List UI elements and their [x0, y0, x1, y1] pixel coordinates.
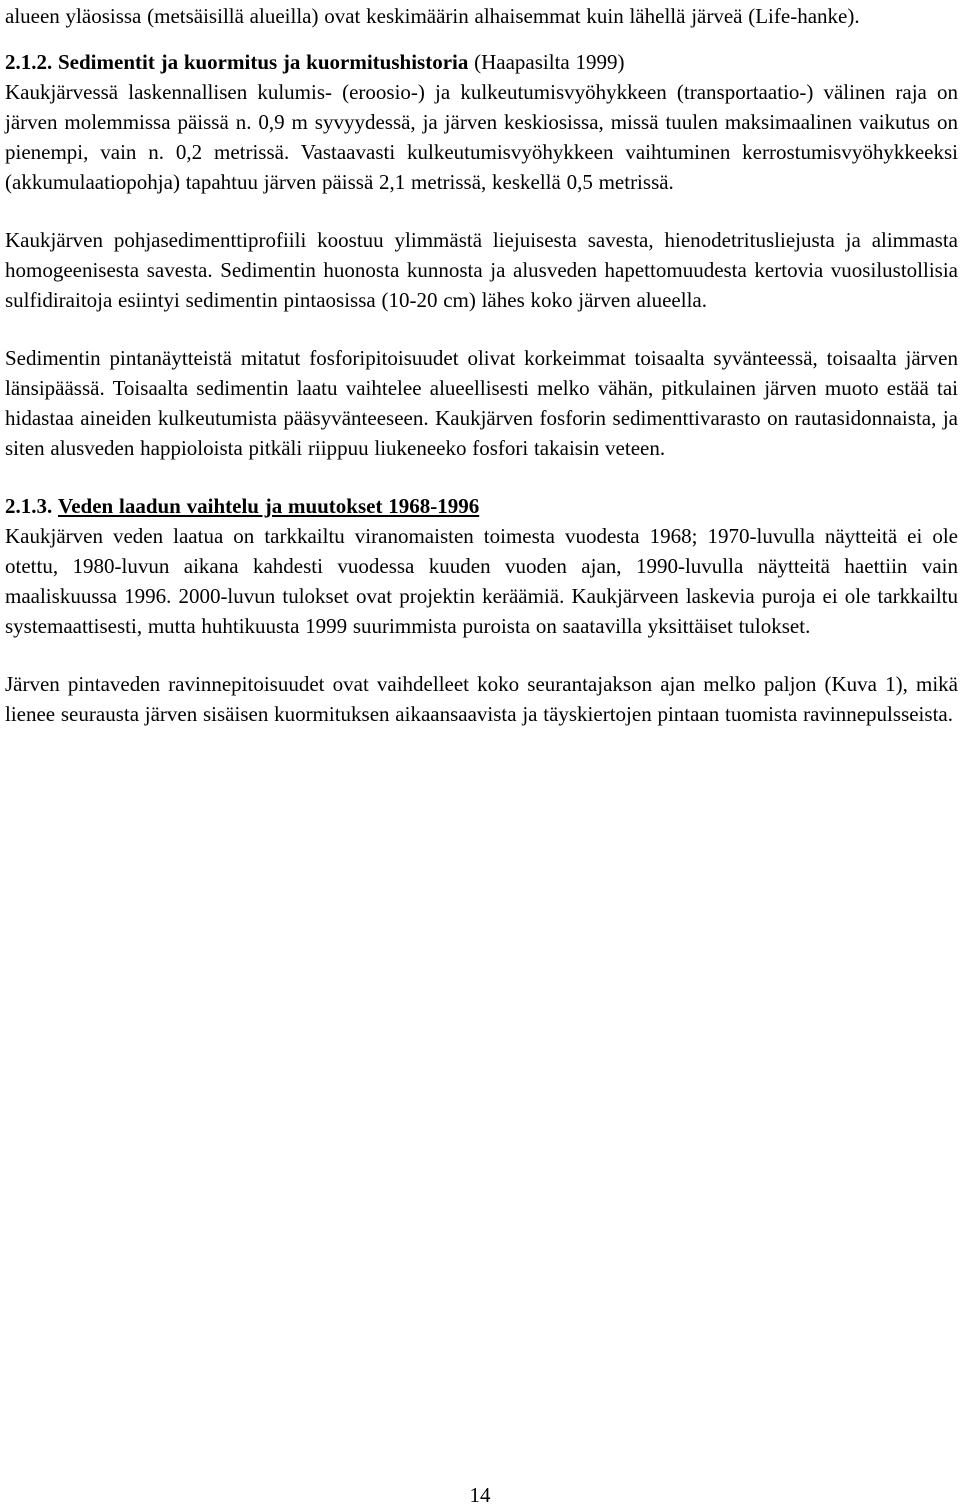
section-2-1-2-source: (Haapasilta 1999)	[468, 50, 625, 74]
section-2-1-2-body: Kaukjärvessä laskennallisen kulumis- (eroosio-) ja kulkeutumisvyöhykkeen (transportaatio-) välinen raja on järven molemmissa päissä n. 0,9 m syvyydessä, ja järven keskiosissa, missä tuulen maksimaalinen vaikutus on pienempi, vain n. 0,2 metrissä. Vastaavasti kulkeutumisvyöhykkeen vaihtuminen kerrostumisvyöhykkeeksi (akkumulaatiopohja) tapahtuu järven päissä 2,1 metrissä, keskellä 0,5 metrissä.	[5, 80, 958, 194]
page-number: 14	[469, 1483, 491, 1507]
document-page	[5, 0, 958, 729]
section-2-1-3-title: Veden laadun vaihtelu ja muutokset 1968-1996	[58, 494, 480, 518]
section-2-1-2-paragraph-3: Sedimentin pintanäytteistä mitatut fosforipitoisuudet olivat korkeimmat toisaalta syvänteessä, toisaalta järven länsipäässä. Toisaalta sedimentin laatu vaihtelee alueellisesti melko vähän, pitkulainen järven muoto estää tai hidastaa aineiden kulkeutumista pääsyvänteeseen. Kaukjärven fosforin sedimenttivarasto on rautasidonnaista, ja siten alusveden happioloista pitkäli riippuu liukeneeko fosfori takaisin veteen.	[5, 346, 958, 460]
continued-paragraph: alueen yläosissa (metsäisillä alueilla) ovat keskimäärin alhaisemmat kuin lähellä järveä (Life-hanke).	[5, 4, 860, 28]
section-2-1-2-number: 2.1.2.	[5, 50, 53, 74]
section-2-1-3-heading	[5, 491, 958, 521]
section-2-1-2-heading	[5, 47, 958, 77]
section-2-1-2-title: Sedimentit ja kuormitus ja kuormitushistoria	[58, 50, 469, 74]
section-2-1-3-body: Kaukjärven veden laatua on tarkkailtu viranomaisten toimesta vuodesta 1968; 1970-luvulla näytteitä ei ole otettu, 1980-luvun aikana kahdesti vuodessa kuuden vuoden ajan, 1990-luvulla näytteitä haettiin vain maaliskuussa 1996. 2000-luvun tulokset ovat projektin keräämiä. Kaukjärveen laskevia puroja ei ole tarkkailtu systemaattisesti, mutta huhtikuusta 1999 suurimmista puroista on saatavilla yksittäiset tulokset.	[5, 524, 958, 638]
section-2-1-3-paragraph-2: Järven pintaveden ravinnepitoisuudet ovat vaihdelleet koko seurantajakson ajan melko paljon (Kuva 1), mikä lienee seurausta järven sisäisen kuormituksen aikaansaavista ja täyskiertojen pintaan tuomista ravinnepulsseista.	[5, 672, 958, 726]
section-2-1-2-paragraph-2: Kaukjärven pohjasedimenttiprofiili koostuu ylimmästä liejuisesta savesta, hienodetritusliejusta ja alimmasta homogeenisesta savesta. Sedimentin huonosta kunnosta ja alusveden hapettomuudesta kertovia vuosilustollisia sulfidiraitoja esiintyi sedimentin pintaosissa (10-20 cm) lähes koko järven alueella.	[5, 228, 958, 312]
section-2-1-3-number: 2.1.3.	[5, 494, 53, 518]
